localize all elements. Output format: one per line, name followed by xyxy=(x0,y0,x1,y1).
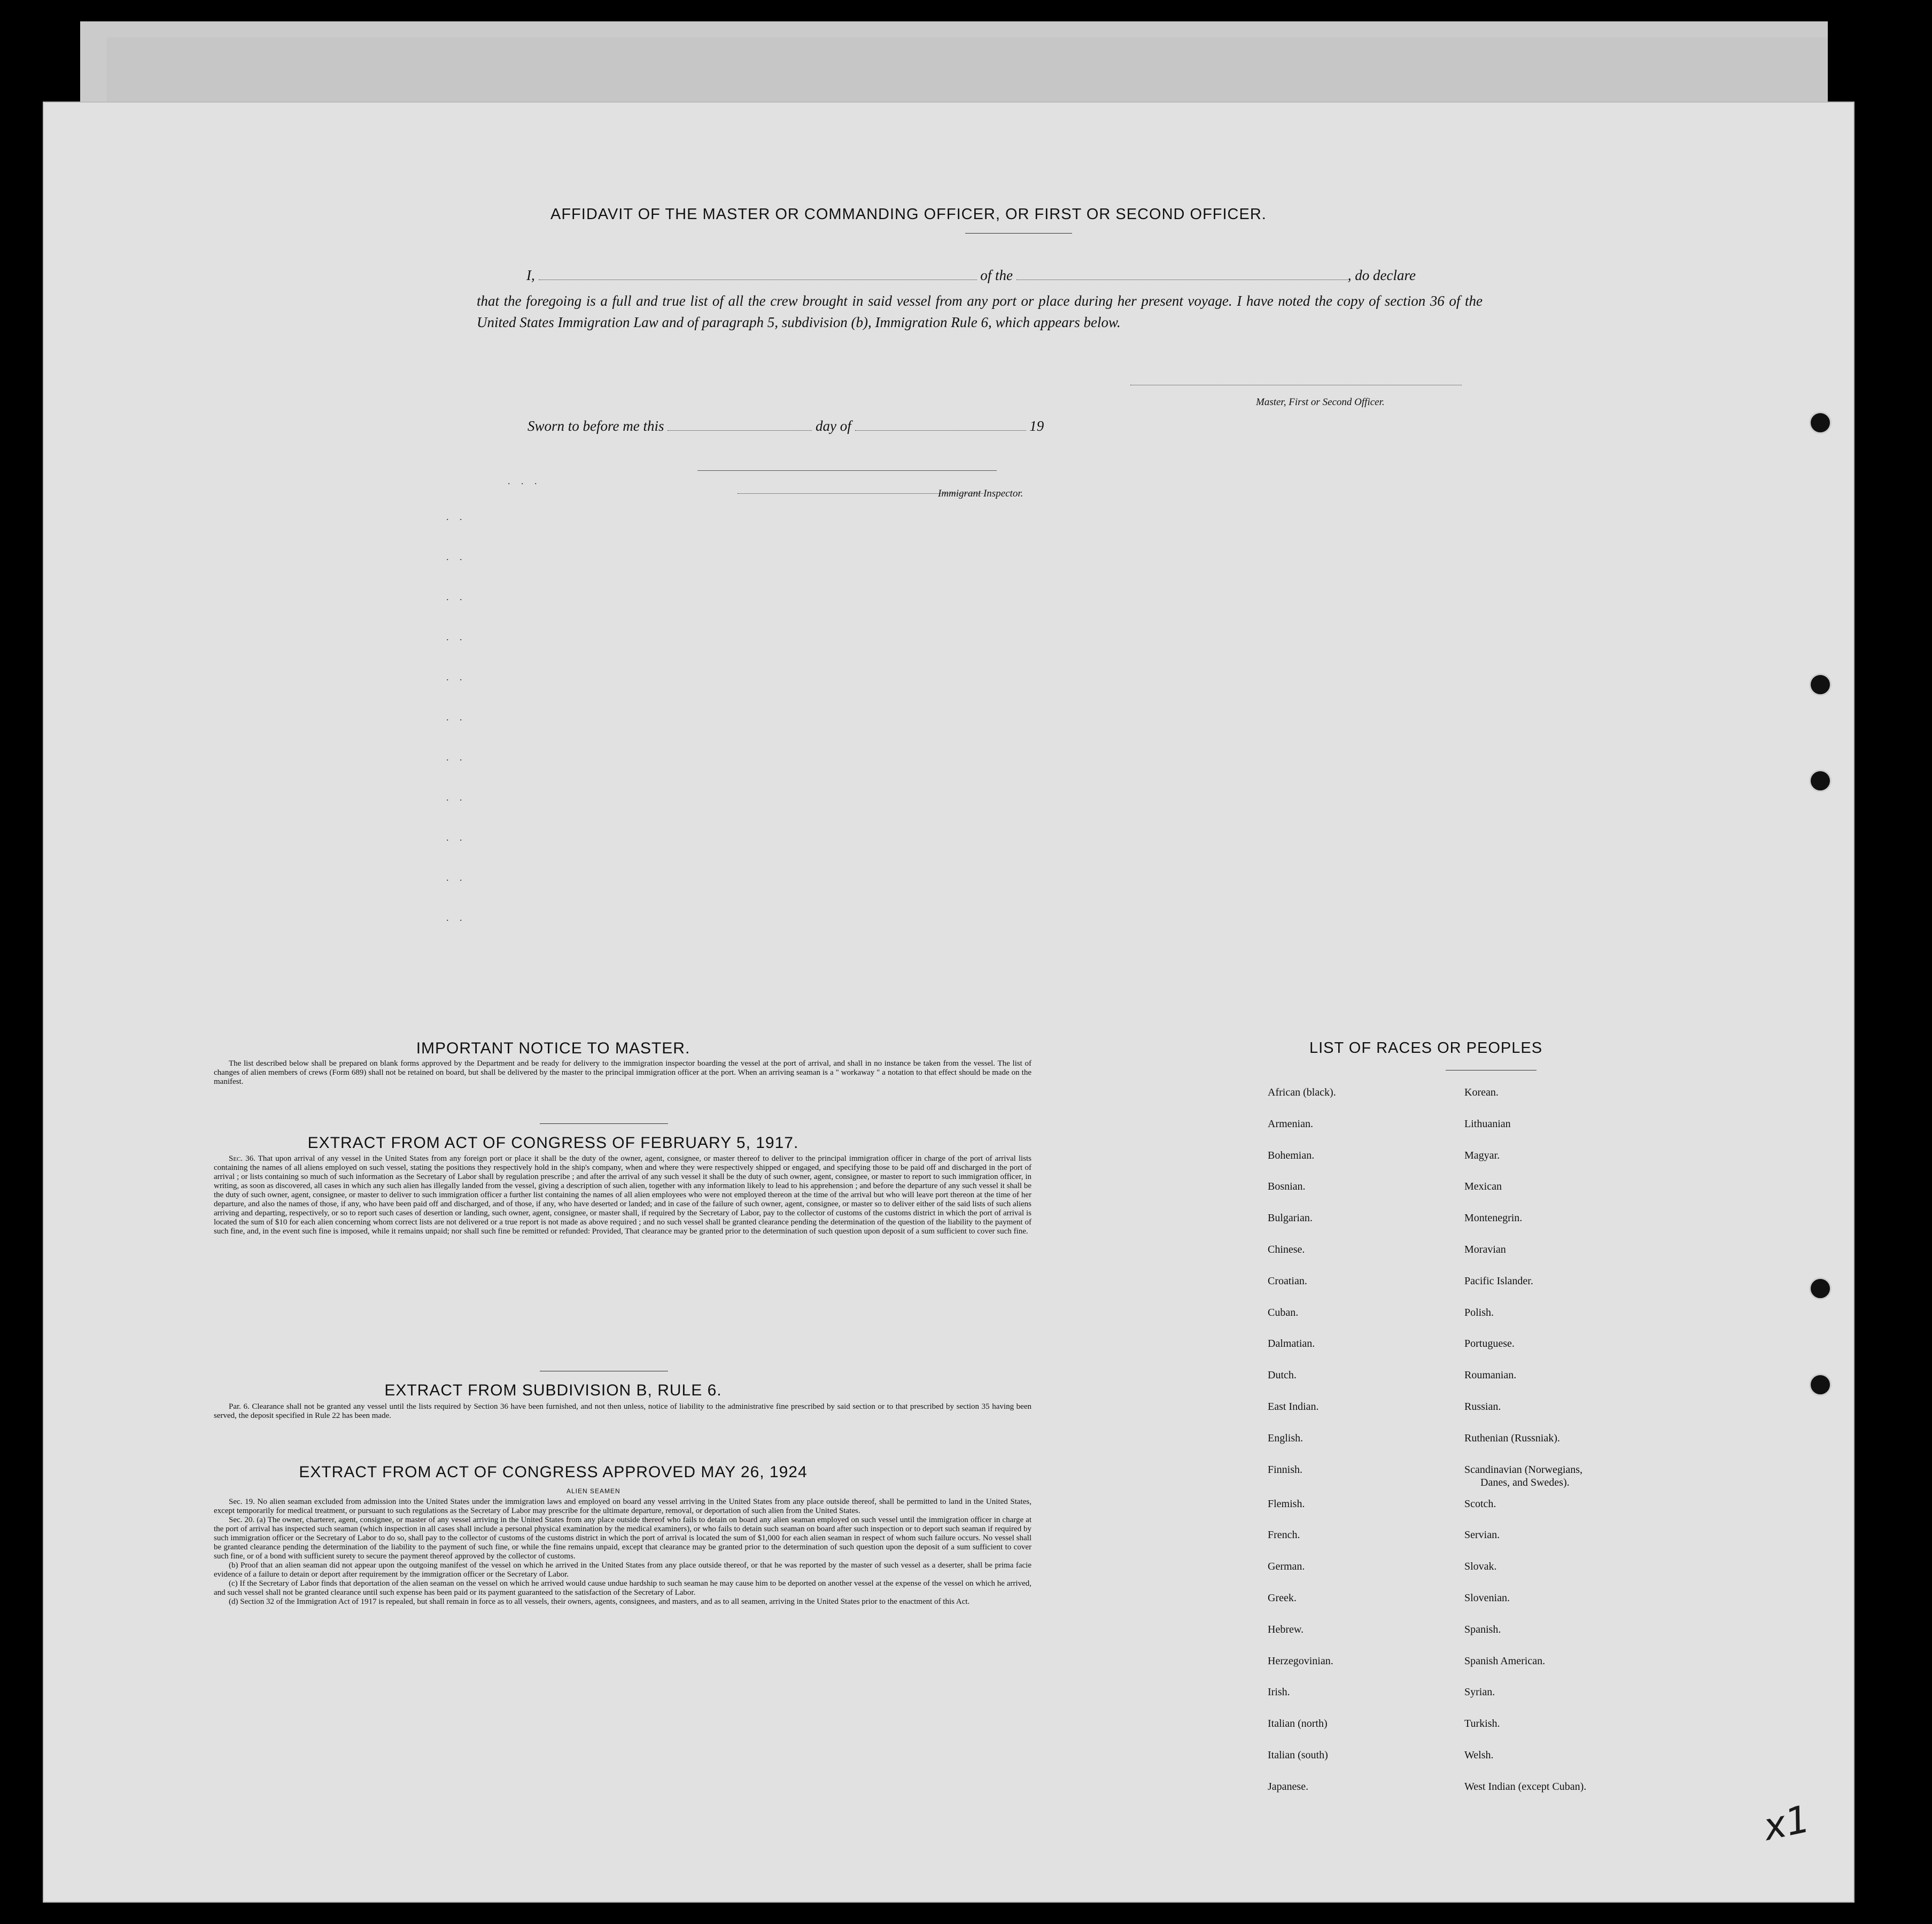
sec19-text: Sec. 19. No alien seaman excluded from admission into the United States under the immigration laws and employed on board any vessel arriving in the United States from any place outside thereof, shall be permitted to land in the United States, except temporarily for medical treatment, or pursuant to such regulations as the Secretary of Labor may prescribe for the ultimate departure, removal, or deportation of such alien from the United States. xyxy=(214,1498,1031,1515)
race-item: East Indian. xyxy=(1268,1401,1319,1413)
affidavit-body: that the foregoing is a full and true list of all the crew brought in said vessel from any port or place during her present voyage. I have noted the copy of section 36 of the United States Immigration Law and of paragraph 5, subdivision (b), Immigration Rule 6, which appears below. xyxy=(477,293,1483,330)
punch-hole xyxy=(1809,1277,1832,1300)
race-item: Pacific Islander. xyxy=(1464,1275,1533,1287)
race-item: Servian. xyxy=(1464,1529,1500,1541)
race-item: Italian (south) xyxy=(1268,1749,1328,1761)
document-page xyxy=(43,102,1855,1903)
race-item: Dalmatian. xyxy=(1268,1338,1315,1350)
punch-hole xyxy=(1809,770,1832,792)
race-item: Croatian. xyxy=(1268,1275,1307,1287)
sec20d-text: (d) Section 32 of the Immigration Act of 1917 is repealed, but shall remain in force as to all vessels, their owners, agents, consignees, and masters, and as to all seamen, arriving in the United States prior to the enactment of this Act. xyxy=(229,1597,970,1606)
decl-i: I, xyxy=(526,267,535,283)
race-item: Armenian. xyxy=(1268,1118,1313,1130)
alien-seamen-subtitle: ALIEN SEAMEN xyxy=(567,1487,620,1495)
sec36-label: Sec. 36. xyxy=(229,1154,255,1163)
race-item: Chinese. xyxy=(1268,1244,1305,1255)
inspector-signature-rule[interactable] xyxy=(697,470,997,471)
race-item: Finnish. xyxy=(1268,1463,1303,1476)
extract-1917-title: EXTRACT FROM ACT OF CONGRESS OF FEBRUARY 5, 1917. xyxy=(307,1134,799,1152)
decl-of: of the xyxy=(980,267,1013,283)
sec36-text: That upon arrival of any vessel in the United States from any foreign port or place it shall be the duty of the owner, agent, consignee, or master thereof to deliver to the principal immigration officer in charge of the port of arrival lists containing the names of all aliens employed on such vessel, stating the positions they respectively hold in the ship's company, when and where they were respectively shipped or engaged, and specifying those to be paid off and discharged in the port of arrival ; or lists containing so much of such information as the Secretary of Labor shall by regulation prescribe ; and after the arrival of any such vessel it shall be the duty of such owner, agent, consignee, or master to report to such immigration officer, in writing, as soon as discovered, all cases in which any such alien has illegally landed from the vessel, giving a description of such alien, together with any information likely to lead to his apprehension ; and before the departure of any such vessel it shall be the duty of such owner, agent, consignee, or master to deliver to such immigration officer a further list containing the names of all alien employees who were not employed thereon at the time of the arrival but who will leave port thereon at the time of her departure, and also the names of those, if any, who have been paid off and discharged, and of those, if any, who have deserted or landed; and in case of the failure of such owner, agent, consignee, or master so to deliver either of the said lists of such aliens arriving and departing, respectively, or so to report such cases of desertion or landing, such owner, agent, consignee, or master shall, if required by the Secretary of Labor, pay to the collector of customs of the customs district in which the port of arrival is located the sum of $10 for each alien concerning whom correct lists are not delivered or a true report is not made as above required ; and no such vessel shall be granted clearance pending the determination of the question of the liability to the payment of such fine, and, in the event such fine is imposed, while it remains unpaid; nor shall such fine be remitted or refunded: Provided, That clearance may be granted prior to the determination of such question upon deposit of a sum sufficient to cover such fine. xyxy=(214,1154,1031,1236)
punch-hole xyxy=(1809,673,1832,696)
race-item: Slovenian. xyxy=(1464,1592,1510,1604)
sworn-label: Sworn to before me this xyxy=(527,418,664,434)
sworn-month-field[interactable] xyxy=(855,430,1026,431)
race-item: Bulgarian. xyxy=(1268,1212,1313,1224)
year-label: 19 xyxy=(1029,418,1044,434)
decl-declare: , do declare xyxy=(1347,267,1416,283)
race-item: Magyar. xyxy=(1464,1149,1500,1161)
par6-text: Par. 6. Clearance shall not be granted any vessel until the lists required by Section 36 have been furnished, and not then unless, notice of liability to the administrative fine prescribed by said section or to that prescribed by section 35 having been served, the deposit specified in Rule 22 has been made. xyxy=(214,1402,1031,1420)
races-title: LIST OF RACES OR PEOPLES xyxy=(1309,1039,1543,1057)
race-item: Hebrew. xyxy=(1268,1623,1304,1635)
race-item: Korean. xyxy=(1464,1087,1499,1098)
race-item: Polish. xyxy=(1464,1306,1494,1318)
race-item: English. xyxy=(1268,1432,1303,1444)
race-item: Russian. xyxy=(1464,1401,1501,1413)
race-item: Italian (north) xyxy=(1268,1718,1328,1730)
race-item: Turkish. xyxy=(1464,1718,1500,1730)
declaration-line xyxy=(526,267,1416,284)
race-item: Portuguese. xyxy=(1464,1338,1515,1350)
sec20c-text: (c) If the Secretary of Labor finds that deportation of the alien seaman on the vessel on which he arrived would cause undue hardship to such seaman he may cause him to be deported on another vessel at the expense of the vessel on which he arrived, and such vessel shall not be granted clearance until such expense has been paid or its payment guaranteed to the satisfaction of the Secretary of Labor. xyxy=(214,1579,1031,1597)
race-item: French. xyxy=(1268,1529,1300,1541)
race-item: Moravian xyxy=(1464,1244,1506,1255)
notice-title: IMPORTANT NOTICE TO MASTER. xyxy=(416,1039,690,1057)
race-item: Spanish. xyxy=(1464,1623,1501,1635)
race-item: Ruthenian (Russniak). xyxy=(1464,1432,1560,1444)
race-item: Lithuanian xyxy=(1464,1118,1511,1130)
extract-rule6-title: EXTRACT FROM SUBDIVISION B, RULE 6. xyxy=(384,1382,722,1399)
master-signature-caption: Master, First or Second Officer. xyxy=(1256,397,1385,408)
sec20a-text: Sec. 20. (a) The owner, charterer, agent, consignee, or master of any vessel arriving in the United States from any place outside thereof who fails to detain on board any alien seaman employed on such vessel until the immigration officer in charge at the port of arrival has inspected such seaman (which inspection in all cases shall include a personal physical examination by the medical examiners), or who fails to detain such seaman on board after such inspection or to deport such seaman if required by such immigration officer or the Secretary of Labor to do so, shall pay to the collector of customs of the customs district in which the port of arrival is located the sum of $1,000 for each alien seaman in respect of whom such failure occurs. No vessel shall be granted clearance pending the determination of the liability to the payment of such fine, or while the fine remains unpaid, except that clearance may be granted prior to the determination of such question upon the deposit of a sum sufficient to cover such fine, or of a bond with sufficient surety to secure the payment thereof approved by the collector of customs. xyxy=(214,1516,1031,1561)
race-item: Cuban. xyxy=(1268,1306,1299,1318)
race-item: Scandinavian (Norwegians, xyxy=(1464,1463,1583,1476)
race-item: Irish. xyxy=(1268,1686,1290,1698)
race-item: Slovak. xyxy=(1464,1561,1497,1573)
race-item: Bosnian. xyxy=(1268,1181,1306,1193)
race-item: Roumanian. xyxy=(1464,1369,1517,1382)
section-rule xyxy=(540,1123,668,1124)
race-item: Syrian. xyxy=(1464,1686,1495,1698)
dots: . . . xyxy=(508,476,541,486)
race-item: Herzegovinian. xyxy=(1268,1655,1333,1667)
day-of-label: day of xyxy=(816,418,851,434)
extract-1917-text xyxy=(214,1154,1031,1236)
race-item: Scotch. xyxy=(1464,1498,1496,1510)
race-item: West Indian (except Cuban). xyxy=(1464,1780,1587,1793)
race-item: Welsh. xyxy=(1464,1749,1494,1761)
dot-column: . . . . . . . . . . . . . . . . . . . . . . xyxy=(446,511,467,923)
race-item-continuation: Danes, and Swedes). xyxy=(1480,1476,1570,1488)
sworn-line xyxy=(527,418,1044,435)
race-item: Flemish. xyxy=(1268,1498,1305,1510)
race-item: Japanese. xyxy=(1268,1780,1309,1793)
punch-hole xyxy=(1809,412,1832,434)
sec20b-text: (b) Proof that an alien seaman did not appear upon the outgoing manifest of the vessel on which he arrived in the United States from any place outside thereof, or that he was reported by the master of such vessel as a deserter, shall be prima facie evidence of a failure to detain or deport after requirement by the immigration officer or the Secretary of Labor. xyxy=(214,1561,1031,1579)
race-item: Greek. xyxy=(1268,1592,1297,1604)
sworn-date-field[interactable] xyxy=(668,430,812,431)
race-item: Spanish American. xyxy=(1464,1655,1546,1667)
punch-hole xyxy=(1809,1374,1832,1396)
extract-rule6-text xyxy=(214,1402,1031,1421)
extract-1924-text xyxy=(214,1498,1031,1607)
race-item: Montenegrin. xyxy=(1464,1212,1523,1224)
race-item: German. xyxy=(1268,1561,1305,1573)
race-item: Dutch. xyxy=(1268,1369,1297,1382)
race-item: Mexican xyxy=(1464,1181,1502,1193)
handwritten-annotation: x1 xyxy=(1759,1796,1814,1850)
race-item: African (black). xyxy=(1268,1087,1336,1098)
extract-1924-title: EXTRACT FROM ACT OF CONGRESS APPROVED MAY 26, 1924 xyxy=(299,1463,808,1481)
notice-text: The list described below shall be prepared on blank forms approved by the Department and be ready for delivery to the immigration inspector boarding the vessel at the port of arrival, and shall in no instance be taken from the vessel. The list of changes of alien members of crews (Form 689) shall not be retained on board, but shall be delivered by the master to the principal immigration officer at the port. When an arriving seaman is a " workaway " a notation to that effect should be made on the manifest. xyxy=(214,1059,1031,1086)
inspector-caption: Immigrant Inspector. xyxy=(938,488,1023,499)
affidavit-title-rule xyxy=(965,233,1072,234)
affidavit-title: AFFIDAVIT OF THE MASTER OR COMMANDING OFFICER, OR FIRST OR SECOND OFFICER. xyxy=(550,206,1267,223)
race-item: Bohemian. xyxy=(1268,1149,1315,1161)
